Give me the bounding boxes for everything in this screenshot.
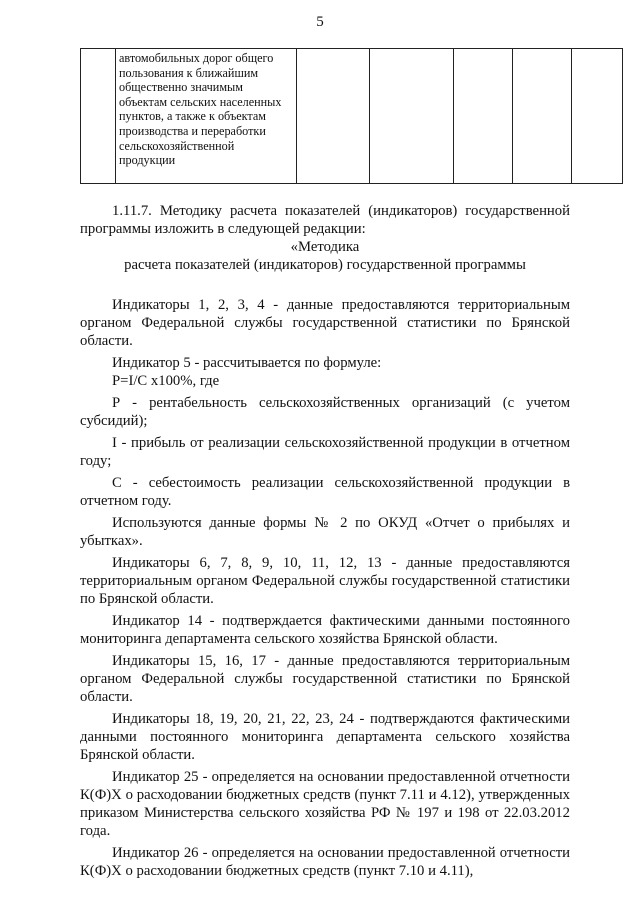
intro-line: 1.11.7. Методику расчета показателей (индикаторов) государственной (112, 203, 570, 219)
method-title: «Методика (290, 239, 360, 255)
paragraph-indicator-26: Индикатор 26 - определяется на основании предоставленной отчетности К(Ф)Х о расходовании бюджетных средств (пункт 7.10 и 4.11), (80, 845, 570, 879)
table-cell-empty (297, 49, 370, 184)
paragraph-indicator-14: Индикатор 14 - подтверждается фактическими данными постоянного мониторинга департамента сельского хозяйства Брянской области. (80, 613, 570, 647)
paragraph-indicators-6-13: Индикаторы 6, 7, 8, 9, 10, 11, 12, 13 - данные предоставляются территориальным органом Федеральной службы государственной статистики по Брянской области. (80, 555, 570, 607)
page-number: 5 (316, 14, 324, 30)
definition-p: Р - рентабельность сельскохозяйственных организаций (с учетом субсидий); (80, 395, 570, 429)
definition-i: I - прибыль от реализации сельскохозяйственной продукции в отчетном году; (80, 435, 570, 469)
table-cell-description (116, 49, 297, 184)
paragraph-indicator-5: Индикатор 5 - рассчитывается по формуле: (112, 355, 382, 371)
table-cell-empty (454, 49, 513, 184)
paragraph-form-2: Используются данные формы № 2 по ОКУД «Отчет о прибылях и убытках». (80, 515, 570, 549)
table-cell-number (81, 49, 116, 184)
formula: P=I/C x100%, где (112, 373, 220, 389)
document-body (80, 202, 570, 880)
table-cell-empty (572, 49, 623, 184)
paragraph-indicator-25: Индикатор 25 - определяется на основании предоставленной отчетности К(Ф)Х о расходовании бюджетных средств (пункт 7.11 и 4.12), утвержденных приказом Министерства сельского хозяйства РФ № 197 и 198 от 22.03.2012 года. (80, 769, 570, 839)
paragraph-indicators-15-17: Индикаторы 15, 16, 17 - данные предоставляются территориальным органом Федеральной службы государственной статистики по Брянской области. (80, 653, 570, 705)
intro-line: программы изложить в следующей редакции: (80, 221, 366, 237)
table-cell-empty (370, 49, 454, 184)
paragraph-indicators-18-24: Индикаторы 18, 19, 20, 21, 22, 23, 24 - подтверждаются фактическими данными постоянного мониторинга департамента сельского хозяйства Брянской области. (80, 711, 570, 763)
method-subtitle: расчета показателей (индикаторов) государственной программы (124, 257, 526, 273)
table-row (81, 49, 623, 184)
table-cell-text: автомобильных дорог общего пользования к ближайшим общественно значимым объектам сельских населенных пунктов, а также к объектам производства и переработки сельскохозяйственной продукции (119, 51, 282, 168)
paragraph-indicators-1-4: Индикаторы 1, 2, 3, 4 - данные предоставляются территориальным органом Федеральной службы государственной статистики по Брянской области. (80, 297, 570, 349)
table-cell-empty (513, 49, 572, 184)
definition-c: С - себестоимость реализации сельскохозяйственной продукции в отчетном году. (80, 475, 570, 509)
continuation-table (80, 48, 623, 184)
